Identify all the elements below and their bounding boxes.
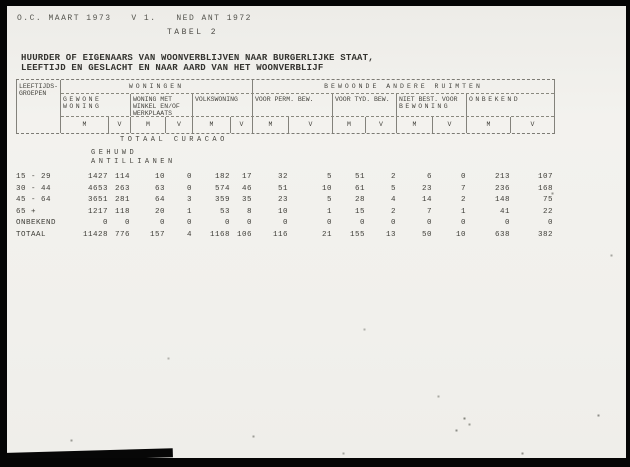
row-label: 30 - 44 [16,184,52,193]
table-cell: 182 [214,173,230,181]
table-cell: 114 [114,173,130,181]
table-cell: 61 [354,184,365,193]
table-cell: 41 [499,207,510,216]
table-cell: 1 [326,207,332,216]
table-cell: 22 [542,207,553,216]
table-cell: 10 [277,207,288,216]
table-cell: 0 [460,219,466,227]
col-m-label: M [253,117,289,133]
row-label: TOTAAL [16,230,47,239]
table-cell: 0 [224,219,230,227]
table-cell: 10 [321,184,332,193]
table-cell: 281 [114,196,130,204]
table-cell: 0 [186,173,192,181]
table-cell: 0 [186,219,192,227]
table-cell: 0 [426,219,432,227]
table-cell: 15 [354,207,365,216]
table-cell: 14 [421,196,432,204]
table-cell: 1427 [87,173,108,181]
table-cell: 51 [354,173,365,181]
table-number-label: TABEL 2 [167,28,219,37]
group-header-andere-ruimten: BEWOONDE ANDERE RUIMTEN [324,83,483,90]
table-cell: 638 [494,230,510,239]
table-cell: 35 [241,196,252,204]
col-v-label: V [366,117,397,133]
table-cell: 7 [426,207,432,216]
section-area-label: TOTAAL CURACAO [120,136,228,144]
table-cell: 1217 [87,207,108,216]
table-cell: 5 [390,184,396,193]
table-cell: 4 [186,230,192,239]
table-cell: 0 [359,219,365,227]
table-cell: 32 [277,173,288,181]
group-header-woningen: WONINGEN [61,80,253,93]
page-title-line1: HUURDER OF EIGENAARS VAN WOONVERBLIJVEN NAAR BURGERLIJKE STAAT, [21,53,374,63]
col-niet-best-voor-bewoning [397,94,467,116]
table-cell: 28 [354,196,365,204]
table-cell: 4 [390,196,396,204]
row-header-line2: GROEPEN [19,90,47,97]
col-m-label: M [131,117,166,133]
col-m-label: M [333,117,366,133]
col-label-line: NIET BEST. VOOR [399,96,458,103]
table-header [16,79,555,134]
table-cell: 148 [494,196,510,204]
col-v-label: V [289,117,333,133]
table-cell: 13 [385,230,396,239]
table-cell: 0 [504,219,510,227]
table-cell: 63 [154,184,165,193]
page-title [21,53,374,73]
col-v-label: V [530,121,535,128]
col-m-label: M [61,117,109,133]
table-cell: 0 [246,219,252,227]
scan-shadow-wedge [7,448,173,458]
table-row [16,207,553,219]
table-cell: 0 [124,219,130,227]
table-cell: 0 [186,184,192,193]
col-voor-perm-bew [253,94,333,116]
row-label: 65 + [16,207,37,216]
col-label-line: VOOR TYD. BEW. [335,96,390,103]
col-m-label: M [467,117,511,133]
col-label-line: WONING MET [133,96,173,103]
col-label-line: WONING [63,103,102,110]
table-cell: 1 [186,207,192,216]
col-label-line: GEWONE [63,96,102,103]
scanned-page [7,6,626,458]
col-woning-met-winkel [131,94,193,116]
table-row [16,195,553,207]
table-cell: 0 [159,219,165,227]
table-row [16,172,553,184]
table-cell: 3 [186,196,192,204]
col-v-label: V [231,117,253,133]
col-gewone-woning [61,94,131,116]
col-volkswoning [193,94,253,116]
table-cell: 168 [537,184,553,193]
table-cell: 157 [149,230,165,239]
table-cell: 6 [426,173,432,181]
table-cell: 50 [421,230,432,239]
row-header-cell [17,80,61,133]
table-cell: 51 [277,184,288,193]
table-cell: 2 [460,196,466,204]
table-cell: 359 [214,196,230,204]
table-cell: 17 [241,173,252,181]
col-v-label: V [433,117,467,133]
table-cell: 64 [154,196,165,204]
table-cell: 213 [494,173,510,181]
table-cell: 21 [321,230,332,239]
table-cell: 75 [542,196,553,204]
table-cell: 3651 [87,196,108,204]
table-cell: 5 [326,196,332,204]
table-cell: 116 [272,230,288,239]
table-cell: 0 [102,219,108,227]
col-label-line: WINKEL EN/OF [133,103,180,110]
row-label: 15 - 29 [16,173,52,181]
table-cell: 10 [455,230,466,239]
table-cell: 4653 [87,184,108,193]
table-cell: 1 [460,207,466,216]
stamp-volume: V 1. [131,14,157,23]
col-v-label: V [166,117,193,133]
table-cell: 0 [282,219,288,227]
table-cell: 0 [547,219,553,227]
col-label-line: VOLKSWONING [195,96,238,103]
table-cell: 10 [154,173,165,181]
table-cell: 0 [326,219,332,227]
table-row [16,184,553,196]
table-cell: 118 [114,207,130,216]
table-cell: 0 [390,219,396,227]
table-cell: 11428 [82,230,108,239]
table-cell: 776 [114,230,130,239]
table-cell: 382 [537,230,553,239]
page-title-line2: LEEFTIJD EN GESLACHT EN NAAR AARD VAN HET WOONVERBLIJF [21,63,324,73]
group-header-row [61,80,554,93]
col-label-line: ONBEKEND [469,96,521,103]
table-cell: 23 [421,184,432,193]
table-cell: 8 [246,207,252,216]
col-label-line: BEWONING [399,103,451,110]
col-onbekend [467,94,554,116]
table-cell: 107 [537,173,553,181]
table-cell: 263 [114,184,130,193]
table-cell: 23 [277,196,288,204]
table-body [16,172,553,241]
table-cell: 1168 [209,230,230,239]
table-cell: 574 [214,184,230,193]
row-label: ONBEKEND [16,219,57,227]
table-cell: 53 [219,207,230,216]
stamp-date: O.C. MAART 1973 [17,14,112,23]
table-row [16,218,553,230]
stamp-line [17,14,266,23]
stamp-source: NED ANT 1972 [176,14,252,23]
table-cell: 46 [241,184,252,193]
col-m-label: M [193,117,231,133]
section-population-group-label: ANTILLIANEN [91,158,176,166]
scan-noise-specks [7,6,8,7]
col-m-label: M [397,117,433,133]
row-label: 45 - 64 [16,196,52,204]
col-voor-tyd-bew [333,94,397,116]
table-cell: 7 [460,184,466,193]
table-cell: 155 [349,230,365,239]
table-cell: 5 [326,173,332,181]
row-header-line1: LEEFTIJDS- [19,83,59,90]
col-label-line: VOOR PERM. BEW. [255,96,314,103]
column-headers [61,80,554,133]
table-cell: 20 [154,207,165,216]
mv-row [61,116,554,133]
col-v-label: V [109,117,131,133]
section-marital-status-label: GEHUWD [91,149,138,157]
table-row [16,230,553,242]
col-label-line: WERKPLAATS [133,110,173,116]
table-cell: 2 [390,173,396,181]
subgroup-header-row [61,93,554,116]
table-cell: 0 [460,173,466,181]
table-cell: 236 [494,184,510,193]
table-cell: 106 [236,230,252,239]
table-cell: 2 [390,207,396,216]
